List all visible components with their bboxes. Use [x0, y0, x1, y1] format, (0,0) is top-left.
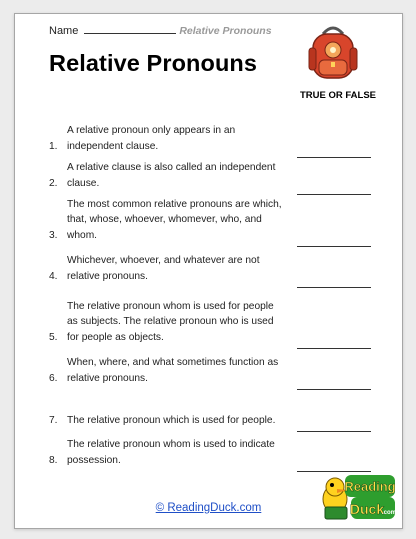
question-text: The relative pronoun whom is used for people as subjects. The relative pronoun who is used for people as objects.	[67, 300, 274, 343]
question-row	[15, 114, 402, 154]
name-row	[49, 24, 272, 37]
question-row	[15, 386, 402, 428]
backpack-icon	[303, 20, 363, 82]
logo-text-reading: Reading	[344, 479, 396, 494]
sheet-name: Relative Pronouns	[179, 25, 272, 37]
logo-text-duck: Duck	[349, 501, 385, 517]
question-row	[15, 284, 402, 345]
question-number: 5.	[49, 331, 58, 343]
readingduck-link[interactable]: © ReadingDuck.com	[155, 502, 262, 514]
name-blank-line[interactable]	[84, 24, 176, 34]
question-text: The relative pronoun whom is used to indicate possession.	[67, 439, 275, 466]
question-row	[15, 154, 402, 191]
question-text: The most common relative pronouns are which, that, whose, whoever, whomever, who, and whom.	[67, 198, 282, 241]
name-label: Name	[49, 25, 79, 37]
logo-text-com: .com	[381, 510, 397, 516]
question-number: 7.	[49, 414, 58, 426]
question-row	[15, 428, 402, 468]
question-text: When, where, and what sometimes function as relative pronouns.	[67, 357, 279, 384]
question-number: 1.	[49, 140, 58, 152]
worksheet-page	[14, 13, 403, 529]
question-text: A relative clause is also called an independent clause.	[67, 162, 276, 189]
reading-duck-logo[interactable]	[317, 469, 397, 525]
question-number: 4.	[49, 270, 58, 282]
question-number: 6.	[49, 372, 58, 384]
question-text: Whichever, whoever, and whatever are not relative pronouns.	[67, 255, 260, 282]
question-number: 2.	[49, 177, 58, 189]
question-number: 8.	[49, 454, 58, 466]
true-or-false-heading: TRUE OR FALSE	[300, 90, 377, 101]
page-title: Relative Pronouns	[49, 50, 258, 76]
question-row	[15, 243, 402, 284]
question-number: 3.	[49, 229, 58, 241]
question-text: The relative pronoun which is used for people.	[67, 414, 276, 426]
question-row	[15, 345, 402, 386]
question-row	[15, 191, 402, 243]
question-text: A relative pronoun only appears in an independent clause.	[67, 125, 236, 152]
